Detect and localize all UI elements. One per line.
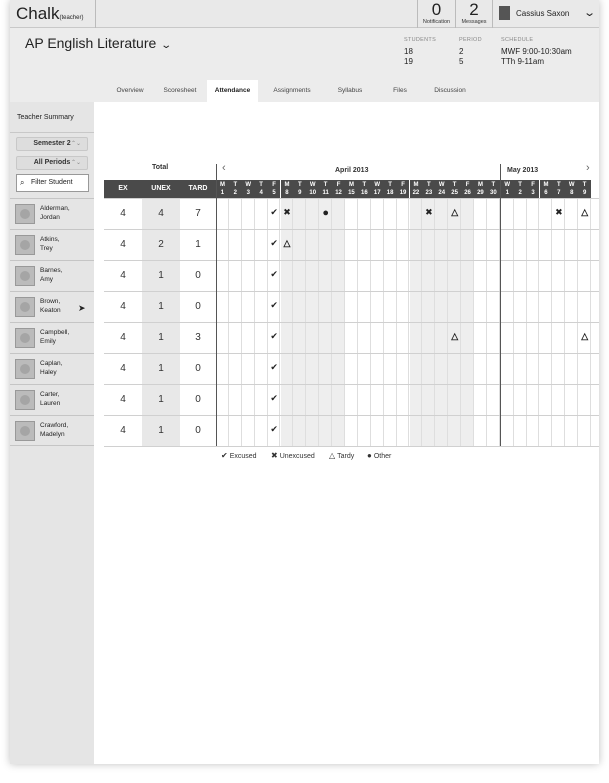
student-row[interactable] <box>10 353 94 384</box>
top-bar <box>10 0 599 28</box>
student-name <box>40 266 62 284</box>
tab-overview[interactable]: Overview <box>116 87 144 94</box>
attendance-excused-mark[interactable]: ✔ <box>270 300 278 310</box>
student-row[interactable] <box>10 198 94 229</box>
schedule-label: SCHEDULE <box>501 37 534 43</box>
attendance-excused-mark[interactable]: ✔ <box>270 331 278 341</box>
messages-count: 2 <box>469 0 479 19</box>
row-divider <box>104 415 599 416</box>
user-avatar <box>499 6 510 20</box>
unex-count: 4 <box>158 208 164 219</box>
day-letter: F <box>272 182 276 188</box>
day-header <box>255 180 268 198</box>
students-info <box>404 35 436 67</box>
day-letter: W <box>374 182 381 188</box>
day-number: 4 <box>259 190 263 196</box>
user-menu[interactable] <box>492 0 599 28</box>
day-number: 29 <box>477 190 484 196</box>
month-divider <box>500 164 501 446</box>
month-april: April 2013 <box>335 167 369 174</box>
chevron-down-icon[interactable]: ⌄ <box>583 7 597 19</box>
tab-assignments[interactable]: Assignments <box>273 87 311 94</box>
schedule-value: TTh 9-11am <box>501 57 544 66</box>
tard-count: 0 <box>195 270 201 281</box>
day-letter: M <box>284 182 290 188</box>
day-header <box>371 180 384 198</box>
day-number: 23 <box>425 190 433 196</box>
attendance-other-mark[interactable]: ● <box>322 207 330 219</box>
student-name <box>40 421 68 439</box>
student-first-name: Lauren <box>40 400 61 407</box>
day-number: 6 <box>544 190 548 196</box>
tard-count: 0 <box>195 301 201 312</box>
chevron-down-icon: ⌄ <box>160 40 173 51</box>
logo-role: (teacher) <box>59 15 84 21</box>
ex-count: 4 <box>120 425 126 436</box>
updown-icon: ⌃⌄ <box>70 160 81 166</box>
day-number: 1 <box>220 190 225 196</box>
student-name <box>40 359 62 377</box>
tard-count: 0 <box>195 394 201 405</box>
student-name <box>40 328 69 346</box>
day-letter: T <box>323 182 328 188</box>
student-name <box>40 297 61 315</box>
student-first-name: Amy <box>40 276 53 283</box>
student-photo <box>15 328 35 348</box>
day-header <box>397 180 410 198</box>
ex-count: 4 <box>120 301 126 312</box>
tardy-icon: △ <box>329 451 336 460</box>
day-header <box>345 180 358 198</box>
attendance-tardy-mark[interactable]: △ <box>451 207 459 217</box>
app-window <box>10 0 599 764</box>
day-header <box>216 180 229 198</box>
unex-count: 1 <box>158 332 164 343</box>
row-divider <box>104 198 599 199</box>
month-divider <box>216 164 217 446</box>
avatar-icon <box>20 426 30 436</box>
day-header <box>527 180 540 198</box>
student-photo <box>15 390 35 410</box>
period-value: All Periods <box>33 159 71 166</box>
period-select[interactable] <box>16 156 88 170</box>
unex-count: 1 <box>158 301 164 312</box>
divider <box>10 132 94 133</box>
student-photo <box>15 266 35 286</box>
student-last-name: Atkins, <box>40 236 60 243</box>
student-row[interactable] <box>10 322 94 353</box>
divider <box>95 0 96 28</box>
attendance-tardy-mark[interactable]: △ <box>451 331 459 341</box>
attendance-excused-mark[interactable]: ✔ <box>270 207 278 217</box>
tard-count: 0 <box>195 363 201 374</box>
student-last-name: Caplan, <box>40 360 63 367</box>
day-number: 18 <box>386 190 394 196</box>
student-last-name: Crawford, <box>40 422 69 429</box>
day-number: 7 <box>557 190 561 196</box>
attendance-unexcused-mark[interactable]: ✖ <box>283 207 291 217</box>
student-name <box>40 235 60 253</box>
tard-count: 0 <box>195 425 201 436</box>
tab-discussion[interactable]: Discussion <box>434 87 466 94</box>
day-header <box>501 180 514 198</box>
legend-tardy <box>329 451 354 460</box>
day-number: 19 <box>399 190 407 196</box>
schedule-info <box>501 35 572 67</box>
course-title: AP English Literature <box>25 35 157 51</box>
day-letter: T <box>259 182 263 188</box>
day-header <box>319 180 332 198</box>
avatar-icon <box>20 271 30 281</box>
day-header <box>514 180 527 198</box>
day-number: 5 <box>272 190 276 196</box>
ex-count: 4 <box>120 270 126 281</box>
student-last-name: Campbell, <box>40 329 70 336</box>
filter-student-input[interactable] <box>16 174 89 192</box>
day-header <box>578 180 591 198</box>
total-header: Total <box>152 164 169 171</box>
student-last-name: Barnes, <box>40 267 63 274</box>
day-header <box>229 180 242 198</box>
legend-excused <box>221 451 257 460</box>
day-header <box>410 180 423 198</box>
day-header <box>461 180 474 198</box>
day-letter: M <box>219 182 225 188</box>
day-header <box>487 180 500 198</box>
day-number: 9 <box>298 190 302 196</box>
ex-count: 4 <box>120 208 126 219</box>
attendance-excused-mark[interactable]: ✔ <box>270 362 278 372</box>
day-number: 17 <box>373 190 381 196</box>
day-header <box>540 180 553 198</box>
tard-count: 7 <box>195 208 201 219</box>
attendance-tardy-mark[interactable]: △ <box>581 207 589 217</box>
attendance-tardy-mark[interactable]: △ <box>283 238 291 248</box>
day-letter: M <box>348 182 354 188</box>
legend-other <box>367 451 391 460</box>
day-letter: T <box>491 182 496 188</box>
row-divider <box>104 322 599 323</box>
unex-count: 1 <box>158 270 164 281</box>
other-icon: ● <box>367 451 372 460</box>
logo-text: Chalk <box>16 4 60 23</box>
student-last-name: Alderman, <box>40 205 70 212</box>
day-letter: W <box>245 182 252 188</box>
avatar-icon <box>20 240 30 250</box>
student-photo <box>15 235 35 255</box>
attendance-excused-mark[interactable]: ✔ <box>270 238 278 248</box>
unex-count: 1 <box>158 425 164 436</box>
messages-button[interactable] <box>455 0 492 28</box>
attendance-excused-mark[interactable]: ✔ <box>270 269 278 279</box>
day-number: 11 <box>322 190 329 196</box>
day-letter: W <box>504 182 511 188</box>
day-letter: F <box>336 182 341 188</box>
unex-column-header: UNEX <box>142 180 180 198</box>
row-divider <box>104 384 599 385</box>
legend-unexcused <box>271 451 315 460</box>
day-letter: T <box>362 182 367 188</box>
day-number: 3 <box>531 190 535 196</box>
course-selector[interactable] <box>25 35 171 51</box>
day-letter: T <box>233 182 238 188</box>
notifications-button[interactable] <box>417 0 455 28</box>
student-photo <box>15 421 35 441</box>
attendance-excused-mark[interactable]: ✔ <box>270 424 278 434</box>
day-letter: W <box>438 182 445 188</box>
row-divider <box>104 291 599 292</box>
day-number: 24 <box>438 190 446 196</box>
updown-icon: ⌃⌄ <box>70 141 81 147</box>
tab-syllabus[interactable]: Syllabus <box>337 87 363 94</box>
day-letter: M <box>413 182 419 188</box>
avatar-icon <box>20 395 30 405</box>
day-header <box>332 180 345 198</box>
day-letter: M <box>543 182 549 188</box>
semester-value: Semester 2 <box>33 140 71 147</box>
student-first-name: Trey <box>40 245 53 252</box>
student-row[interactable] <box>10 415 94 446</box>
student-row[interactable] <box>10 384 94 415</box>
day-letter: T <box>388 182 392 188</box>
ex-count: 4 <box>120 332 126 343</box>
day-number: 3 <box>246 190 250 196</box>
tab-attendance[interactable]: Attendance <box>207 80 258 102</box>
student-first-name: Emily <box>40 338 56 345</box>
day-number: 25 <box>451 190 458 196</box>
day-number: 10 <box>309 190 317 196</box>
student-first-name: Jordan <box>40 214 60 221</box>
ex-count: 4 <box>120 239 126 250</box>
day-number: 22 <box>412 190 420 196</box>
student-first-name: Haley <box>40 369 57 376</box>
day-letter: F <box>401 182 405 188</box>
schedule-value: MWF 9:00-10:30am <box>501 47 572 56</box>
unex-count: 1 <box>158 363 164 374</box>
attendance-tardy-mark[interactable]: △ <box>581 331 589 341</box>
tab-files[interactable]: Files <box>393 87 407 94</box>
notification-count: 0 <box>431 0 442 19</box>
day-header <box>422 180 435 198</box>
student-photo <box>15 359 35 379</box>
day-header <box>293 180 306 198</box>
day-header <box>281 180 294 198</box>
avatar-icon <box>20 364 30 374</box>
period-label: PERIOD <box>459 37 482 43</box>
avatar-icon <box>20 302 30 312</box>
student-photo <box>15 297 35 317</box>
day-letter: M <box>477 182 483 188</box>
excused-icon: ✔ <box>221 451 228 460</box>
legend-label: Other <box>373 453 392 460</box>
day-header <box>565 180 578 198</box>
legend-label: Unexcused <box>279 453 315 460</box>
notification-label: Notification <box>422 19 451 25</box>
ex-count: 4 <box>120 394 126 405</box>
day-header <box>358 180 371 198</box>
attendance-unexcused-mark[interactable]: ✖ <box>555 207 563 217</box>
user-name: Cassius Saxon <box>516 9 570 18</box>
period-value: 2 <box>459 47 464 56</box>
mouse-cursor-icon: ➤ <box>78 303 86 313</box>
students-label: STUDENTS <box>404 37 437 43</box>
unex-count: 1 <box>158 394 164 405</box>
day-header <box>242 180 255 198</box>
day-number: 16 <box>360 190 368 196</box>
day-letter: T <box>298 182 302 188</box>
day-letter: T <box>427 182 431 188</box>
day-letter: T <box>452 182 457 188</box>
next-arrow-icon[interactable]: › <box>586 162 590 174</box>
day-header <box>306 180 319 198</box>
row-divider <box>104 446 599 447</box>
day-number: 15 <box>348 190 355 196</box>
unex-count: 2 <box>158 239 164 250</box>
day-header <box>552 180 565 198</box>
day-header <box>474 180 487 198</box>
day-letter: W <box>309 182 316 188</box>
day-number: 2 <box>518 190 522 196</box>
app-logo[interactable] <box>16 4 83 24</box>
student-name <box>40 390 60 408</box>
teacher-summary-link[interactable]: Teacher Summary <box>17 114 74 121</box>
day-letter: T <box>582 182 587 188</box>
day-number: 8 <box>285 190 289 196</box>
semester-select[interactable] <box>16 137 88 151</box>
day-header <box>448 180 461 198</box>
tard-count: 1 <box>195 239 201 250</box>
student-row[interactable] <box>10 229 94 260</box>
day-number: 12 <box>335 190 342 196</box>
attendance-unexcused-mark[interactable]: ✖ <box>425 207 433 217</box>
student-name <box>40 204 70 222</box>
tard-column-header: TARD <box>180 180 216 198</box>
day-letter: T <box>557 182 561 188</box>
students-value: 19 <box>404 57 413 66</box>
day-header <box>435 180 448 198</box>
student-photo <box>15 204 35 224</box>
row-divider <box>104 353 599 354</box>
legend-label: Excused <box>229 453 257 460</box>
day-number: 8 <box>570 190 574 196</box>
students-value: 18 <box>404 47 413 56</box>
unexcused-icon: ✖ <box>271 451 278 460</box>
attendance-excused-mark[interactable]: ✔ <box>270 393 278 403</box>
student-first-name: Keaton <box>40 307 61 314</box>
tab-scoresheet[interactable]: Scoresheet <box>163 87 197 94</box>
student-row[interactable] <box>10 260 94 291</box>
filter-placeholder: Filter Student <box>31 179 73 186</box>
row-divider <box>104 229 599 230</box>
messages-label: Messages <box>461 19 487 25</box>
legend-label: Tardy <box>337 453 355 460</box>
period-info <box>459 35 482 67</box>
tard-count: 3 <box>195 332 201 343</box>
day-number: 30 <box>489 190 497 196</box>
period-value: 5 <box>459 57 464 66</box>
student-last-name: Brown, <box>40 298 61 305</box>
day-header <box>384 180 397 198</box>
day-number: 2 <box>233 190 237 196</box>
day-letter: T <box>518 182 522 188</box>
ex-column-header: EX <box>104 180 142 198</box>
day-letter: F <box>531 182 535 188</box>
day-letter: W <box>568 182 575 188</box>
day-number: 1 <box>505 190 509 196</box>
student-last-name: Carter, <box>40 391 60 398</box>
avatar-icon <box>20 333 30 343</box>
day-number: 26 <box>464 190 471 196</box>
day-header <box>268 180 281 198</box>
month-may: May 2013 <box>507 167 539 174</box>
day-number: 9 <box>582 190 587 196</box>
prev-arrow-icon[interactable]: ‹ <box>222 162 226 174</box>
avatar-icon <box>20 209 30 219</box>
ex-count: 4 <box>120 363 126 374</box>
row-divider <box>104 260 599 261</box>
student-first-name: Madelyn <box>40 431 65 438</box>
search-icon: ⌕ <box>20 178 25 187</box>
day-letter: F <box>465 182 470 188</box>
